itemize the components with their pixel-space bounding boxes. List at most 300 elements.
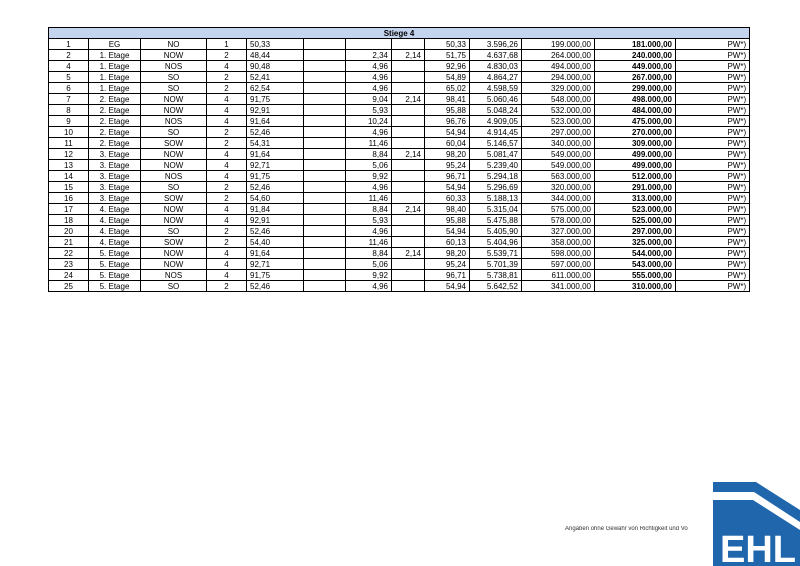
- cell-balcony-area: 4,96: [346, 83, 392, 94]
- disclaimer-text: Angaben ohne Gewähr von Richtigkeit und Vo: [565, 526, 688, 532]
- cell-price-per-sqm: 3.596,26: [470, 39, 522, 50]
- cell-owner-price: 523.000,00: [595, 204, 676, 215]
- cell-terrace-area: [392, 39, 425, 50]
- table-row: [49, 105, 750, 116]
- cell-col-empty: [304, 105, 346, 116]
- cell-top-nr: 11: [49, 138, 89, 149]
- cell-price-per-sqm: 5.539,71: [470, 248, 522, 259]
- cell-terrace-area: [392, 237, 425, 248]
- cell-rooms: 1: [207, 39, 247, 50]
- cell-price-type: PW*): [676, 193, 750, 204]
- cell-top-nr: 12: [49, 149, 89, 160]
- cell-price-per-sqm: 5.475,88: [470, 215, 522, 226]
- cell-price-per-sqm: 5.294,18: [470, 171, 522, 182]
- cell-top-nr: 10: [49, 127, 89, 138]
- cell-balcony-area: 9,04: [346, 94, 392, 105]
- cell-owner-price: 267.000,00: [595, 72, 676, 83]
- cell-owner-price: 499.000,00: [595, 160, 676, 171]
- cell-col-empty: [304, 215, 346, 226]
- cell-col-empty: [304, 204, 346, 215]
- table-row: [49, 193, 750, 204]
- cell-price-type: PW*): [676, 248, 750, 259]
- cell-balcony-area: 5,93: [346, 105, 392, 116]
- cell-orientation: SOW: [141, 237, 207, 248]
- cell-floor: 3. Etage: [89, 171, 141, 182]
- cell-orientation: SO: [141, 281, 207, 292]
- cell-price-type: PW*): [676, 204, 750, 215]
- cell-living-area: 92,71: [247, 259, 304, 270]
- cell-price-type: PW*): [676, 39, 750, 50]
- cell-owner-price: 291.000,00: [595, 182, 676, 193]
- cell-col-empty: [304, 39, 346, 50]
- cell-living-area: 54,40: [247, 237, 304, 248]
- cell-col-empty: [304, 127, 346, 138]
- cell-total-area: 96,71: [425, 270, 470, 281]
- cell-price-per-sqm: 5.315,04: [470, 204, 522, 215]
- cell-terrace-area: 2,14: [392, 94, 425, 105]
- cell-price-type: PW*): [676, 171, 750, 182]
- cell-total-area: 60,04: [425, 138, 470, 149]
- table-row: [49, 116, 750, 127]
- cell-living-area: 50,33: [247, 39, 304, 50]
- cell-price-per-sqm: 5.405,90: [470, 226, 522, 237]
- table-row: [49, 237, 750, 248]
- cell-price-per-sqm: 5.060,46: [470, 94, 522, 105]
- cell-price-per-sqm: 4.830,03: [470, 61, 522, 72]
- cell-investor-price: 575.000,00: [522, 204, 595, 215]
- cell-investor-price: 578.000,00: [522, 215, 595, 226]
- cell-price-type: PW*): [676, 281, 750, 292]
- cell-total-area: 54,94: [425, 226, 470, 237]
- cell-total-area: 95,24: [425, 259, 470, 270]
- cell-investor-price: 597.000,00: [522, 259, 595, 270]
- cell-orientation: NOW: [141, 259, 207, 270]
- cell-balcony-area: 8,84: [346, 204, 392, 215]
- cell-balcony-area: 2,34: [346, 50, 392, 61]
- cell-living-area: 48,44: [247, 50, 304, 61]
- cell-rooms: 2: [207, 226, 247, 237]
- cell-col-empty: [304, 259, 346, 270]
- cell-balcony-area: 11,46: [346, 138, 392, 149]
- cell-rooms: 4: [207, 94, 247, 105]
- cell-col-empty: [304, 171, 346, 182]
- cell-col-empty: [304, 149, 346, 160]
- cell-top-nr: 25: [49, 281, 89, 292]
- cell-col-empty: [304, 193, 346, 204]
- cell-investor-price: 297.000,00: [522, 127, 595, 138]
- cell-floor: 2. Etage: [89, 138, 141, 149]
- cell-total-area: 51,75: [425, 50, 470, 61]
- cell-price-type: PW*): [676, 50, 750, 61]
- cell-investor-price: 358.000,00: [522, 237, 595, 248]
- cell-orientation: SO: [141, 182, 207, 193]
- cell-orientation: SO: [141, 72, 207, 83]
- cell-total-area: 98,20: [425, 248, 470, 259]
- cell-balcony-area: 9,92: [346, 270, 392, 281]
- cell-total-area: 98,20: [425, 149, 470, 160]
- cell-balcony-area: 11,46: [346, 193, 392, 204]
- cell-investor-price: 264.000,00: [522, 50, 595, 61]
- cell-price-type: PW*): [676, 72, 750, 83]
- cell-total-area: 50,33: [425, 39, 470, 50]
- cell-top-nr: 8: [49, 105, 89, 116]
- cell-rooms: 2: [207, 127, 247, 138]
- cell-floor: 2. Etage: [89, 127, 141, 138]
- table-row: [49, 138, 750, 149]
- cell-investor-price: 548.000,00: [522, 94, 595, 105]
- cell-living-area: 92,91: [247, 215, 304, 226]
- cell-investor-price: 341.000,00: [522, 281, 595, 292]
- cell-investor-price: 320.000,00: [522, 182, 595, 193]
- cell-price-per-sqm: 5.081,47: [470, 149, 522, 160]
- cell-owner-price: 544.000,00: [595, 248, 676, 259]
- cell-rooms: 4: [207, 204, 247, 215]
- cell-living-area: 91,75: [247, 94, 304, 105]
- cell-orientation: NOS: [141, 270, 207, 281]
- table-row: [49, 127, 750, 138]
- cell-living-area: 91,64: [247, 116, 304, 127]
- cell-price-type: PW*): [676, 215, 750, 226]
- cell-terrace-area: 2,14: [392, 248, 425, 259]
- cell-price-type: PW*): [676, 160, 750, 171]
- cell-terrace-area: [392, 127, 425, 138]
- cell-total-area: 54,89: [425, 72, 470, 83]
- table-row: [49, 50, 750, 61]
- cell-living-area: 52,41: [247, 72, 304, 83]
- cell-balcony-area: 9,92: [346, 171, 392, 182]
- cell-owner-price: 475.000,00: [595, 116, 676, 127]
- cell-price-per-sqm: 5.048,24: [470, 105, 522, 116]
- cell-total-area: 96,71: [425, 171, 470, 182]
- cell-living-area: 91,64: [247, 149, 304, 160]
- cell-balcony-area: 5,06: [346, 259, 392, 270]
- cell-rooms: 2: [207, 83, 247, 94]
- table-row: [49, 215, 750, 226]
- logo-text: EHL: [720, 529, 796, 566]
- cell-orientation: SO: [141, 226, 207, 237]
- cell-floor: 1. Etage: [89, 61, 141, 72]
- cell-owner-price: 299.000,00: [595, 83, 676, 94]
- cell-rooms: 4: [207, 149, 247, 160]
- cell-balcony-area: 5,06: [346, 160, 392, 171]
- cell-owner-price: 313.000,00: [595, 193, 676, 204]
- cell-top-nr: 13: [49, 160, 89, 171]
- cell-rooms: 2: [207, 72, 247, 83]
- cell-living-area: 91,64: [247, 248, 304, 259]
- price-table: [48, 27, 750, 292]
- cell-living-area: 52,46: [247, 281, 304, 292]
- cell-rooms: 4: [207, 248, 247, 259]
- cell-col-empty: [304, 72, 346, 83]
- cell-floor: 1. Etage: [89, 50, 141, 61]
- ehl-logo: [713, 482, 800, 566]
- table-row: [49, 94, 750, 105]
- table-row: [49, 83, 750, 94]
- cell-col-empty: [304, 83, 346, 94]
- cell-floor: 5. Etage: [89, 248, 141, 259]
- cell-top-nr: 23: [49, 259, 89, 270]
- cell-top-nr: 18: [49, 215, 89, 226]
- section-title: Stiege 4: [49, 28, 750, 39]
- cell-investor-price: 532.000,00: [522, 105, 595, 116]
- cell-orientation: NOW: [141, 248, 207, 259]
- table-row: [49, 149, 750, 160]
- cell-top-nr: 9: [49, 116, 89, 127]
- cell-floor: 2. Etage: [89, 94, 141, 105]
- table-row: [49, 248, 750, 259]
- cell-balcony-area: 4,96: [346, 127, 392, 138]
- cell-rooms: 4: [207, 116, 247, 127]
- cell-top-nr: 6: [49, 83, 89, 94]
- cell-price-type: PW*): [676, 61, 750, 72]
- cell-owner-price: 484.000,00: [595, 105, 676, 116]
- cell-top-nr: 1: [49, 39, 89, 50]
- cell-floor: 2. Etage: [89, 105, 141, 116]
- cell-living-area: 91,75: [247, 270, 304, 281]
- cell-owner-price: 543.000,00: [595, 259, 676, 270]
- cell-investor-price: 344.000,00: [522, 193, 595, 204]
- cell-owner-price: 555.000,00: [595, 270, 676, 281]
- cell-price-type: PW*): [676, 105, 750, 116]
- cell-col-empty: [304, 116, 346, 127]
- cell-investor-price: 340.000,00: [522, 138, 595, 149]
- table-row: [49, 226, 750, 237]
- cell-terrace-area: [392, 259, 425, 270]
- cell-owner-price: 499.000,00: [595, 149, 676, 160]
- cell-investor-price: 327.000,00: [522, 226, 595, 237]
- cell-price-per-sqm: 5.404,96: [470, 237, 522, 248]
- cell-investor-price: 549.000,00: [522, 149, 595, 160]
- cell-top-nr: 21: [49, 237, 89, 248]
- cell-orientation: SOW: [141, 138, 207, 149]
- cell-price-per-sqm: 4.909,05: [470, 116, 522, 127]
- cell-owner-price: 498.000,00: [595, 94, 676, 105]
- cell-top-nr: 17: [49, 204, 89, 215]
- table-row: [49, 160, 750, 171]
- section-header-row: [49, 28, 750, 39]
- cell-price-per-sqm: 5.296,69: [470, 182, 522, 193]
- cell-col-empty: [304, 61, 346, 72]
- cell-floor: 4. Etage: [89, 226, 141, 237]
- cell-terrace-area: [392, 215, 425, 226]
- cell-rooms: 2: [207, 182, 247, 193]
- cell-orientation: NOS: [141, 116, 207, 127]
- cell-living-area: 54,31: [247, 138, 304, 149]
- table-row: [49, 204, 750, 215]
- cell-total-area: 54,94: [425, 281, 470, 292]
- cell-terrace-area: [392, 83, 425, 94]
- cell-price-per-sqm: 4.598,59: [470, 83, 522, 94]
- cell-terrace-area: [392, 193, 425, 204]
- cell-floor: EG: [89, 39, 141, 50]
- cell-rooms: 4: [207, 160, 247, 171]
- cell-rooms: 4: [207, 215, 247, 226]
- cell-living-area: 92,71: [247, 160, 304, 171]
- cell-top-nr: 24: [49, 270, 89, 281]
- cell-balcony-area: 8,84: [346, 248, 392, 259]
- cell-rooms: 4: [207, 61, 247, 72]
- cell-orientation: NOW: [141, 94, 207, 105]
- cell-top-nr: 7: [49, 94, 89, 105]
- cell-living-area: 62,54: [247, 83, 304, 94]
- cell-floor: 3. Etage: [89, 160, 141, 171]
- cell-col-empty: [304, 226, 346, 237]
- cell-rooms: 4: [207, 270, 247, 281]
- cell-total-area: 54,94: [425, 182, 470, 193]
- cell-col-empty: [304, 160, 346, 171]
- cell-top-nr: 20: [49, 226, 89, 237]
- cell-col-empty: [304, 138, 346, 149]
- cell-living-area: 92,91: [247, 105, 304, 116]
- cell-terrace-area: [392, 226, 425, 237]
- cell-orientation: NOW: [141, 204, 207, 215]
- cell-orientation: NOW: [141, 50, 207, 61]
- cell-orientation: NOW: [141, 215, 207, 226]
- cell-total-area: 60,33: [425, 193, 470, 204]
- cell-price-per-sqm: 5.146,57: [470, 138, 522, 149]
- cell-col-empty: [304, 270, 346, 281]
- cell-investor-price: 611.000,00: [522, 270, 595, 281]
- cell-balcony-area: 8,84: [346, 149, 392, 160]
- cell-floor: 3. Etage: [89, 149, 141, 160]
- cell-balcony-area: 11,46: [346, 237, 392, 248]
- cell-investor-price: 494.000,00: [522, 61, 595, 72]
- cell-terrace-area: 2,14: [392, 50, 425, 61]
- cell-owner-price: 325.000,00: [595, 237, 676, 248]
- table-row: [49, 39, 750, 50]
- cell-terrace-area: [392, 72, 425, 83]
- cell-top-nr: 22: [49, 248, 89, 259]
- cell-living-area: 91,84: [247, 204, 304, 215]
- cell-price-type: PW*): [676, 226, 750, 237]
- cell-terrace-area: [392, 116, 425, 127]
- cell-col-empty: [304, 281, 346, 292]
- cell-orientation: NOS: [141, 171, 207, 182]
- cell-col-empty: [304, 94, 346, 105]
- cell-col-empty: [304, 182, 346, 193]
- cell-top-nr: 4: [49, 61, 89, 72]
- cell-owner-price: 240.000,00: [595, 50, 676, 61]
- cell-investor-price: 563.000,00: [522, 171, 595, 182]
- cell-rooms: 2: [207, 281, 247, 292]
- cell-rooms: 4: [207, 171, 247, 182]
- cell-total-area: 95,24: [425, 160, 470, 171]
- cell-price-type: PW*): [676, 83, 750, 94]
- table-row: [49, 270, 750, 281]
- cell-floor: 1. Etage: [89, 72, 141, 83]
- cell-price-per-sqm: 5.239,40: [470, 160, 522, 171]
- cell-balcony-area: 4,96: [346, 72, 392, 83]
- cell-price-type: PW*): [676, 149, 750, 160]
- cell-price-per-sqm: 4.914,45: [470, 127, 522, 138]
- cell-floor: 4. Etage: [89, 215, 141, 226]
- cell-price-per-sqm: 4.637,68: [470, 50, 522, 61]
- cell-balcony-area: 5,93: [346, 215, 392, 226]
- cell-terrace-area: [392, 105, 425, 116]
- cell-terrace-area: 2,14: [392, 204, 425, 215]
- cell-price-per-sqm: 5.738,81: [470, 270, 522, 281]
- cell-rooms: 2: [207, 237, 247, 248]
- cell-balcony-area: [346, 39, 392, 50]
- cell-balcony-area: 4,96: [346, 182, 392, 193]
- cell-floor: 4. Etage: [89, 237, 141, 248]
- cell-total-area: 95,88: [425, 105, 470, 116]
- cell-price-per-sqm: 5.188,13: [470, 193, 522, 204]
- table-body: [49, 28, 750, 292]
- cell-price-type: PW*): [676, 259, 750, 270]
- cell-orientation: SO: [141, 127, 207, 138]
- cell-orientation: NO: [141, 39, 207, 50]
- cell-floor: 2. Etage: [89, 116, 141, 127]
- cell-living-area: 90,48: [247, 61, 304, 72]
- cell-investor-price: 199.000,00: [522, 39, 595, 50]
- cell-top-nr: 15: [49, 182, 89, 193]
- cell-investor-price: 549.000,00: [522, 160, 595, 171]
- cell-top-nr: 2: [49, 50, 89, 61]
- cell-terrace-area: 2,14: [392, 149, 425, 160]
- cell-living-area: 52,46: [247, 182, 304, 193]
- cell-owner-price: 310.000,00: [595, 281, 676, 292]
- cell-total-area: 54,94: [425, 127, 470, 138]
- cell-total-area: 96,76: [425, 116, 470, 127]
- cell-investor-price: 523.000,00: [522, 116, 595, 127]
- cell-rooms: 4: [207, 259, 247, 270]
- cell-terrace-area: [392, 138, 425, 149]
- cell-floor: 3. Etage: [89, 193, 141, 204]
- cell-rooms: 4: [207, 105, 247, 116]
- cell-price-per-sqm: 5.701,39: [470, 259, 522, 270]
- cell-orientation: NOW: [141, 149, 207, 160]
- table-row: [49, 281, 750, 292]
- cell-investor-price: 598.000,00: [522, 248, 595, 259]
- cell-terrace-area: [392, 182, 425, 193]
- cell-orientation: SO: [141, 83, 207, 94]
- cell-total-area: 98,40: [425, 204, 470, 215]
- cell-terrace-area: [392, 61, 425, 72]
- cell-balcony-area: 10,24: [346, 116, 392, 127]
- cell-price-type: PW*): [676, 127, 750, 138]
- cell-price-per-sqm: 4.864,27: [470, 72, 522, 83]
- cell-owner-price: 449.000,00: [595, 61, 676, 72]
- cell-balcony-area: 4,96: [346, 61, 392, 72]
- cell-orientation: NOW: [141, 160, 207, 171]
- cell-floor: 3. Etage: [89, 182, 141, 193]
- cell-col-empty: [304, 237, 346, 248]
- cell-orientation: NOW: [141, 105, 207, 116]
- cell-living-area: 91,75: [247, 171, 304, 182]
- cell-orientation: SOW: [141, 193, 207, 204]
- cell-owner-price: 309.000,00: [595, 138, 676, 149]
- cell-terrace-area: [392, 281, 425, 292]
- cell-rooms: 2: [207, 50, 247, 61]
- cell-price-type: PW*): [676, 270, 750, 281]
- cell-investor-price: 329.000,00: [522, 83, 595, 94]
- cell-owner-price: 181.000,00: [595, 39, 676, 50]
- cell-floor: 5. Etage: [89, 270, 141, 281]
- cell-orientation: NOS: [141, 61, 207, 72]
- cell-total-area: 92,96: [425, 61, 470, 72]
- cell-terrace-area: [392, 270, 425, 281]
- cell-balcony-area: 4,96: [346, 226, 392, 237]
- cell-floor: 1. Etage: [89, 83, 141, 94]
- cell-living-area: 54,60: [247, 193, 304, 204]
- cell-total-area: 65,02: [425, 83, 470, 94]
- cell-total-area: 98,41: [425, 94, 470, 105]
- cell-owner-price: 270.000,00: [595, 127, 676, 138]
- cell-floor: 4. Etage: [89, 204, 141, 215]
- cell-top-nr: 14: [49, 171, 89, 182]
- table-row: [49, 182, 750, 193]
